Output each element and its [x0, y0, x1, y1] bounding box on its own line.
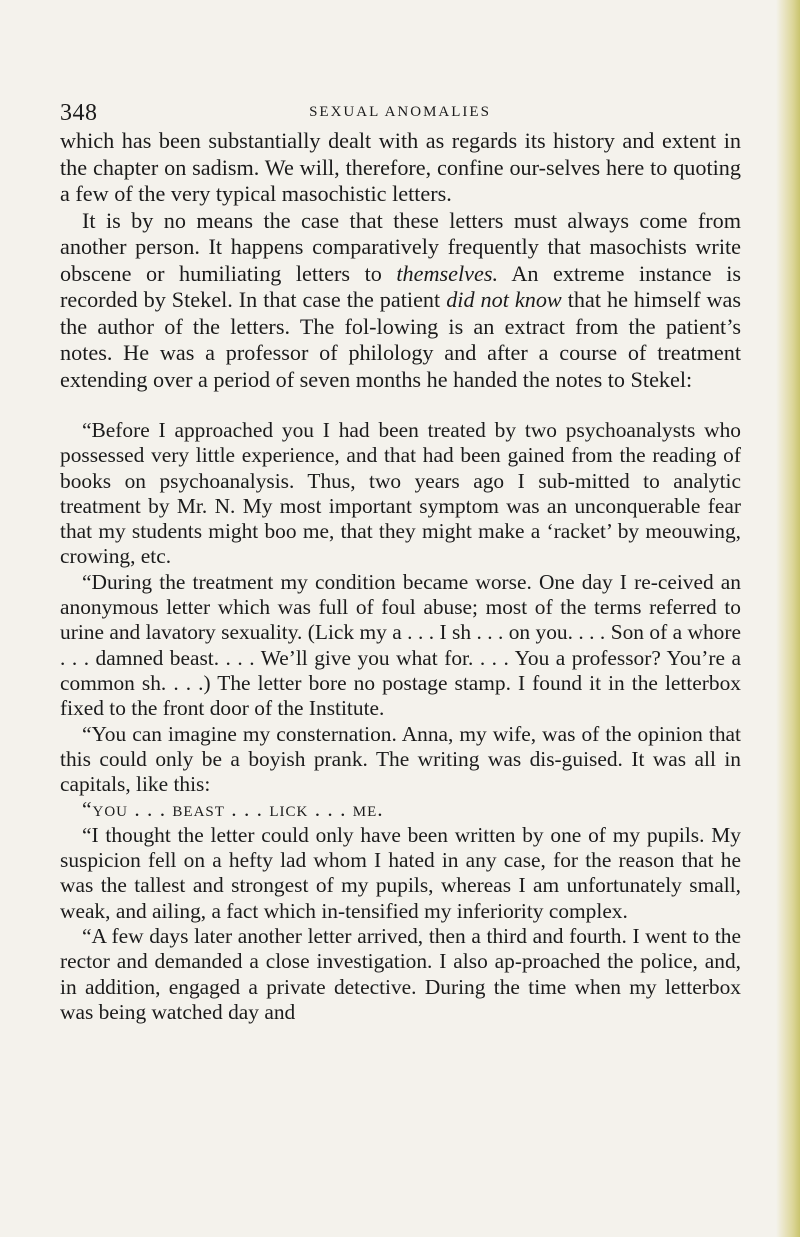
quote-paragraph: “I thought the letter could only have been written by one of my pupils. My suspicion fell on a hefty lad whom I hated in any case, for the reason that he was the tallest and strongest of my pupils, whereas I am unfortunately small, weak, and ailing, a fact which in-tensified my inferiority complex.: [60, 822, 741, 923]
quote-capitals-line: “you . . . beast . . . lick . . . me.: [82, 797, 384, 822]
body-text: [60, 128, 741, 393]
quote-paragraph: “Before I approached you I had been treated by two psychoanalysts who possessed very little experience, and that had been gained from the reading of books on psychoanalysis. Thus, two years ago I sub-mitted to analytic treatment by Mr. N. My most important symptom was an unconquerable fear that my students might boo me, that they might make a ‘racket’ by meouwing, crowing, etc.: [60, 418, 741, 569]
emphasis: did not know: [446, 287, 562, 312]
page-edge: [776, 0, 800, 1237]
quote-paragraph: “You can imagine my consternation. Anna, my wife, was of the opinion that this could only be a boyish prank. The writing was dis-guised. It was all in capitals, like this:: [60, 721, 741, 797]
running-head: [60, 100, 740, 130]
running-head-title: SEXUAL ANOMALIES: [309, 104, 491, 120]
quote-paragraph: “During the treatment my condition became worse. One day I re-ceived an anonymous letter which was full of foul abuse; most of the terms referred to urine and lavatory sexuality. (Lick my a . . . I sh . . . on you. . . . Son of a whore . . . damned beast. . . . We’ll give you what for. . . . You a professor? You’re a common sh. . . .) The letter bore no postage stamp. I found it in the letterbox fixed to the front door of the Institute.: [60, 569, 741, 721]
emphasis: themselves.: [396, 260, 499, 286]
paragraph: which has been substantially dealt with as regards its history and extent in the chapter on sadism. We will, therefore, confine our-selves here to quoting a few of the very typical masochistic letters.: [60, 128, 741, 206]
page-number: 348: [60, 100, 98, 126]
quote-paragraph: “A few days later another letter arrived, then a third and fourth. I went to the rector and demanded a close investigation. I also ap-proached the police, and, in addition, engaged a private detective. During the time when my letterbox was being watched day and: [60, 923, 741, 1024]
quoted-notes: [60, 418, 741, 1025]
paragraph: It is by no means the case that these letters must always come from another person. It happens comparatively frequently that masochists write obscene or humiliating letters to themselves. An extreme instance is recorded by Stekel. In that case the patient did not know that he himself was the author of the letters. The fol-lowing is an extract from the patient’s notes. He was a professor of philology and after a course of treatment extending over a period of seven months he handed the notes to Stekel:: [60, 207, 741, 392]
